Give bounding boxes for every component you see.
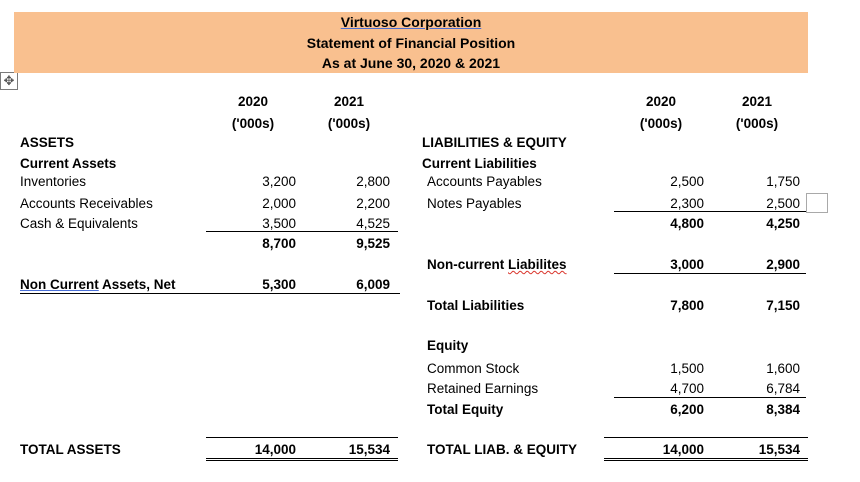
noncurrent-liabilities-2021: 2,900 — [766, 257, 800, 272]
subtotal-rule — [206, 231, 398, 232]
liability-label: Notes Payables — [427, 196, 522, 211]
current-liabilities-total-2021: 4,250 — [766, 216, 800, 231]
liability-value-2020: 2,300 — [670, 196, 704, 211]
noncurrent-liabilities-2020: 3,000 — [670, 257, 704, 272]
col-2020-right: 2020 — [645, 94, 677, 109]
current-assets-title: Current Assets — [20, 156, 117, 171]
asset-value-2020: 3,500 — [262, 216, 296, 231]
equity-label: Common Stock — [427, 361, 520, 376]
col-2020-left: 2020 — [237, 94, 269, 109]
units-2020-left: ('000s) — [231, 116, 275, 131]
cell-selection-box[interactable] — [806, 193, 828, 213]
liability-label: Accounts Payables — [427, 174, 542, 189]
grand-total-double-rule — [604, 458, 808, 461]
total-liab-equity-label: TOTAL LIAB. & EQUITY — [427, 442, 578, 457]
equity-value-2021: 1,600 — [766, 361, 800, 376]
total-liab-equity-2020: 14,000 — [662, 442, 704, 457]
liability-value-2020: 2,500 — [670, 174, 704, 189]
total-assets-top-rule — [206, 437, 398, 438]
total-assets-2020: 14,000 — [254, 442, 296, 457]
col-2021-right: 2021 — [741, 94, 773, 109]
asset-label: Cash & Equivalents — [20, 216, 138, 231]
grand-total-top-rule — [604, 437, 808, 438]
current-assets-total-2020: 8,700 — [262, 236, 296, 251]
units-2020-right: ('000s) — [639, 116, 683, 131]
asset-value-2021: 4,525 — [356, 216, 390, 231]
noncurrent-liabilities-label — [427, 257, 567, 272]
statement-header — [14, 12, 808, 73]
noncurrent-assets-2021: 6,009 — [356, 277, 390, 292]
noncurrent-assets-label-b: Assets, Net — [98, 277, 176, 292]
asset-value-2020: 2,000 — [262, 196, 296, 211]
noncurrent-assets-rule — [20, 293, 400, 294]
noncurrent-liabilities-label-b: Liabilites — [508, 257, 567, 272]
total-assets-2021: 15,534 — [348, 442, 390, 457]
liability-value-2021: 2,500 — [766, 196, 800, 211]
total-liabilities-2020: 7,800 — [670, 298, 704, 313]
equity-value-2020: 1,500 — [670, 361, 704, 376]
total-equity-2021: 8,384 — [766, 402, 800, 417]
asset-value-2021: 2,200 — [356, 196, 390, 211]
statement-date: As at June 30, 2020 & 2021 — [321, 55, 501, 71]
liabilities-subtotal-rule — [614, 211, 806, 212]
total-assets-label: TOTAL ASSETS — [20, 442, 121, 457]
noncurrent-assets-2020: 5,300 — [262, 277, 296, 292]
asset-value-2020: 3,200 — [262, 174, 296, 189]
total-liabilities-label: Total Liabilities — [427, 298, 525, 313]
current-liabilities-total-2020: 4,800 — [670, 216, 704, 231]
col-2021-left: 2021 — [333, 94, 365, 109]
equity-subtotal-rule — [614, 397, 806, 398]
liability-value-2021: 1,750 — [766, 174, 800, 189]
liabilities-title: LIABILITIES & EQUITY — [422, 135, 567, 150]
company-name: Virtuoso Corporation — [340, 14, 482, 30]
noncurrent-liabilities-label-a: Non-current — [427, 257, 508, 272]
equity-title: Equity — [427, 338, 469, 353]
equity-value-2021: 6,784 — [766, 381, 800, 396]
total-assets-double-rule — [206, 458, 398, 461]
equity-value-2020: 4,700 — [670, 381, 704, 396]
statement-title: Statement of Financial Position — [306, 35, 516, 51]
units-2021-left: ('000s) — [327, 116, 371, 131]
assets-title: ASSETS — [20, 135, 75, 150]
current-liabilities-title: Current Liabilities — [422, 156, 537, 171]
asset-value-2021: 2,800 — [356, 174, 390, 189]
total-liab-equity-2021: 15,534 — [758, 442, 800, 457]
asset-label: Inventories — [20, 174, 87, 189]
current-assets-total-2021: 9,525 — [356, 236, 390, 251]
total-liabilities-2021: 7,150 — [766, 298, 800, 313]
total-equity-2020: 6,200 — [670, 402, 704, 417]
asset-label: Accounts Receivables — [20, 196, 153, 211]
noncurrent-assets-label — [20, 277, 176, 292]
total-equity-label: Total Equity — [427, 402, 504, 417]
noncurrent-assets-label-a: Non Current — [20, 277, 99, 292]
units-2021-right: ('000s) — [735, 116, 779, 131]
equity-label: Retained Earnings — [427, 381, 539, 396]
move-icon[interactable]: ✥ — [0, 72, 18, 90]
noncurrent-liabilities-rule — [614, 273, 806, 274]
